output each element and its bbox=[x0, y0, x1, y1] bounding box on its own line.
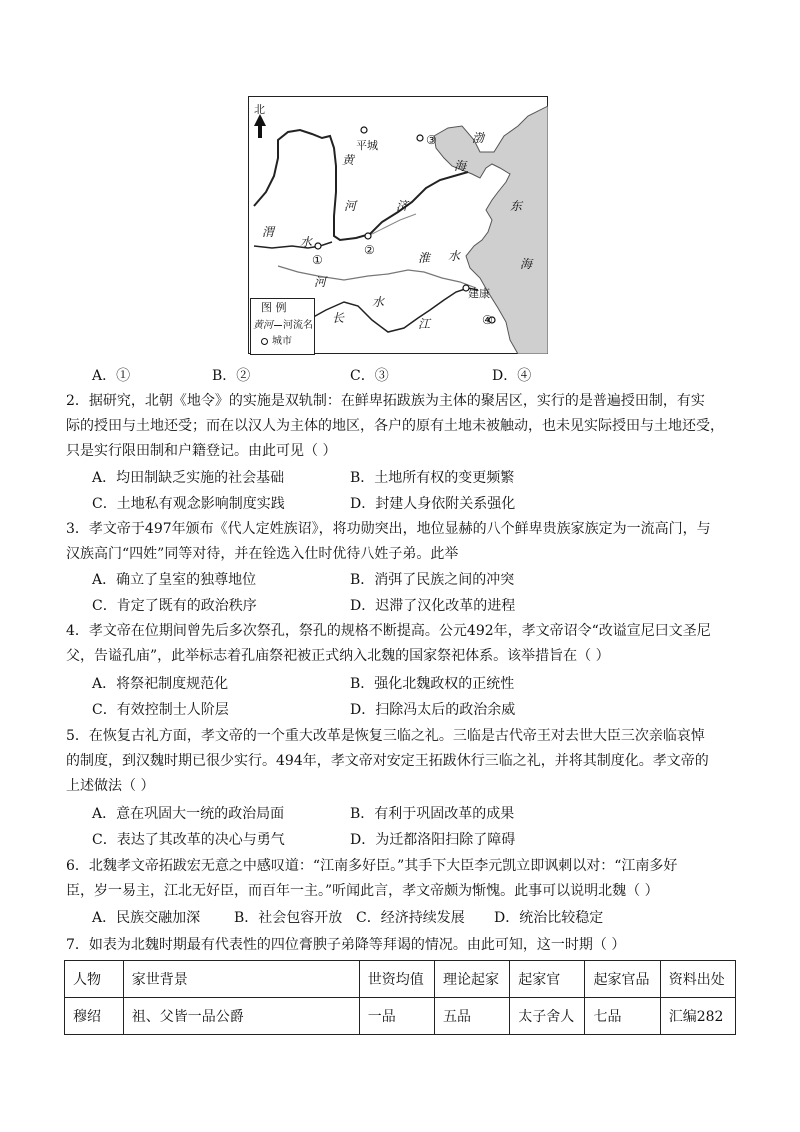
table-header-cell: 资料出处 bbox=[660, 961, 735, 998]
city-dot-icon bbox=[261, 338, 268, 345]
wei-label: 渭 bbox=[262, 225, 275, 239]
bo-label: 渤 bbox=[472, 131, 485, 145]
shui-label-3: 水 bbox=[372, 295, 385, 309]
q4-line-1: 4．孝文帝在位期间曾先后多次祭孔，祭孔的规格不断提高。公元492年，孝文帝诏令“改谥宣尼曰文圣尼 bbox=[66, 623, 711, 639]
ji-label: 济 bbox=[396, 199, 409, 213]
dong-label: 东 bbox=[510, 199, 523, 213]
q7-line: 7．如表为北魏时期最有代表性的四位膏腴子弟降等拜谒的情况。由此可知，这一时期（ ） bbox=[66, 937, 626, 953]
table-cell: 一品 bbox=[359, 998, 434, 1035]
table-cell: 汇编282 bbox=[660, 998, 735, 1035]
q2-option-c: C．土地私有观念影响制度实践 bbox=[92, 496, 285, 512]
q5-option-b: B．有利于巩固改革的成果 bbox=[350, 806, 515, 822]
shui-label-2: 水 bbox=[448, 249, 461, 263]
q5-option-a: A．意在巩固大一统的政治局面 bbox=[92, 806, 285, 822]
shui-label-1: 水 bbox=[300, 235, 313, 249]
q6-line-1: 6．北魏孝文帝拓跋宏无意之中感叹道：“江南多好臣。”其手下大臣李元凯立即讽刺以对：“江南多好 bbox=[66, 858, 678, 874]
q6-line-2: 臣，岁一易主，江北无好臣，而百年一主。”听闻此言，孝文帝颇为惭愧。此事可以说明北魏（ ） bbox=[66, 883, 659, 899]
river-line-icon bbox=[274, 325, 282, 326]
q6-option-b: B．社会包容开放 bbox=[234, 910, 343, 926]
table-header-cell: 理论起家 bbox=[435, 961, 510, 998]
table-cell: 七品 bbox=[585, 998, 660, 1035]
q4-line-2: 父，告谥孔庙”，此举标志着孔庙祭祀被正式纳入北魏的国家祭祀体系。该举措旨在（ ） bbox=[66, 648, 610, 664]
q1-option-a: A．① bbox=[92, 368, 131, 384]
he-label-2: 河 bbox=[314, 275, 327, 289]
table-cell: 五品 bbox=[435, 998, 510, 1035]
table-header-cell: 起家官 bbox=[510, 961, 585, 998]
q4-option-c: C．有效控制士人阶层 bbox=[92, 702, 229, 718]
table-header-cell: 世资均值 bbox=[359, 961, 434, 998]
q5-line-3: 上述做法（ ） bbox=[66, 778, 155, 794]
table-row bbox=[65, 998, 736, 1035]
table-header-row bbox=[65, 961, 736, 998]
q3-option-d: D．迟滞了汉化改革的进程 bbox=[350, 598, 516, 614]
city-marker-1 bbox=[315, 243, 321, 249]
q1-option-d: D．④ bbox=[492, 368, 532, 384]
q2-option-b: B．土地所有权的变更频繁 bbox=[350, 470, 515, 486]
q4-option-a: A．将祭祀制度规范化 bbox=[92, 676, 229, 692]
table-cell: 穆绍 bbox=[65, 998, 124, 1035]
city-marker-2 bbox=[365, 233, 371, 239]
marker-1-label: ① bbox=[312, 253, 323, 267]
q4-option-d: D．扫除冯太后的政治余威 bbox=[350, 702, 516, 718]
table-cell: 祖、父皆一品公爵 bbox=[123, 998, 359, 1035]
chang-label: 长 bbox=[332, 311, 345, 325]
q7-table bbox=[64, 960, 736, 1035]
table-header-cell: 起家官品 bbox=[585, 961, 660, 998]
q2-line-1: 2．据研究，北朝《地令》的实施是双轨制：在鲜卑拓跋族为主体的聚居区，实行的是普遍授田制，有实 bbox=[66, 393, 705, 409]
legend-river-row bbox=[253, 319, 313, 333]
q3-option-c: C．肯定了既有的政治秩序 bbox=[92, 598, 257, 614]
q2-line-3: 只是实行限田制和户籍登记。由此可见（ ） bbox=[66, 443, 337, 459]
q5-line-2: 的制度，到汉魏时期已很少实行。494年，孝文帝对安定王拓跋休行三临之礼，并将其制度化。孝文帝的 bbox=[66, 753, 709, 769]
legend-river-sample: 黄河 bbox=[253, 320, 273, 331]
q5-option-d: D．为迁都洛阳扫除了障碍 bbox=[350, 832, 516, 848]
he-label: 河 bbox=[344, 199, 357, 213]
q1-option-c: C．③ bbox=[350, 368, 389, 384]
q2-line-2: 际的授田与土地还受；而在以汉人为主体的地区，各户的原有土地未被触动，也未见实际授田与土地还受， bbox=[66, 418, 724, 434]
hai-label-2: 海 bbox=[520, 257, 533, 271]
huai-label: 淮 bbox=[418, 251, 431, 265]
pingcheng-label: 平城 bbox=[356, 139, 378, 152]
north-label: 北 bbox=[254, 103, 265, 116]
table-cell: 太子舍人 bbox=[510, 998, 585, 1035]
marker-4-label: ④ bbox=[482, 313, 493, 327]
marker-3-label: ③ bbox=[426, 133, 437, 147]
q2-option-a: A．均田制缺乏实施的社会基础 bbox=[92, 470, 285, 486]
city-marker-pingcheng bbox=[361, 127, 367, 133]
q3-line-2: 汉族高门“四姓”同等对待，并在铨选入仕时优待八姓子弟。此举 bbox=[66, 546, 459, 562]
huang-label: 黄 bbox=[342, 153, 355, 167]
q6-option-c: C．经济持续发展 bbox=[356, 910, 465, 926]
marker-2-label: ② bbox=[364, 243, 375, 257]
q1-option-b: B．② bbox=[212, 368, 251, 384]
q5-option-c: C．表达了其改革的决心与勇气 bbox=[92, 832, 285, 848]
city-marker-3 bbox=[417, 135, 423, 141]
legend-river-text: 河流名 bbox=[283, 320, 313, 331]
q3-option-a: A．确立了皇室的独尊地位 bbox=[92, 572, 257, 588]
table-header-cell: 人物 bbox=[65, 961, 124, 998]
hai-label-1: 海 bbox=[454, 159, 467, 173]
q6-option-d: D．统治比较稳定 bbox=[494, 910, 604, 926]
q4-option-b: B．强化北魏政权的正统性 bbox=[350, 676, 515, 692]
q3-option-b: B．消弭了民族之间的冲突 bbox=[350, 572, 515, 588]
jiankang-label: 建康 bbox=[468, 287, 490, 300]
map-legend bbox=[250, 298, 315, 355]
q5-line-1: 5．在恢复古礼方面，孝文帝的一个重大改革是恢复三临之礼。三临是古代帝王对去世大臣三次亲临哀悼 bbox=[66, 728, 705, 744]
legend-title: 图 例 bbox=[261, 301, 287, 314]
q2-option-d: D．封建人身依附关系强化 bbox=[350, 496, 516, 512]
q6-option-a: A．民族交融加深 bbox=[92, 910, 201, 926]
q3-line-1: 3．孝文帝于497年颁布《代人定姓族诏》，将功勋突出，地位显赫的八个鲜卑贵族家族定为一流高门，与 bbox=[66, 521, 711, 537]
table-header-cell: 家世背景 bbox=[123, 961, 359, 998]
legend-city-row bbox=[255, 335, 292, 349]
legend-city-text: 城市 bbox=[272, 336, 292, 347]
jiang-label: 江 bbox=[418, 317, 431, 331]
